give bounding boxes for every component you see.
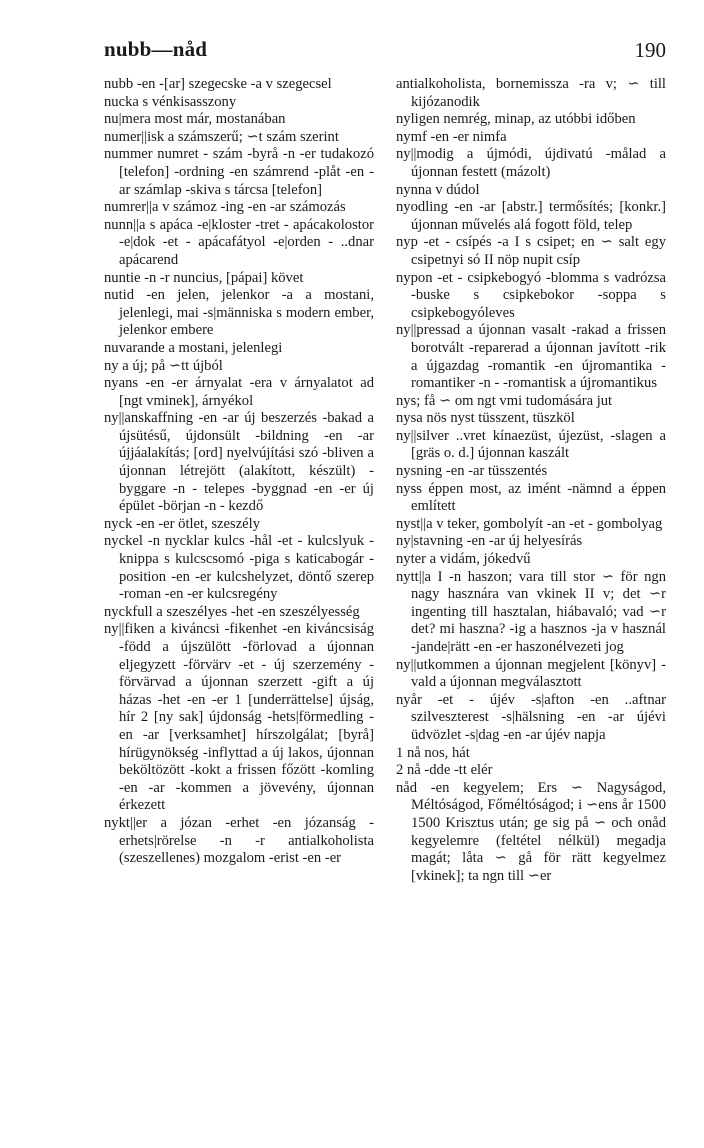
dictionary-entry: ny||modig a újmódi, újdivatú -målad a újonnan festett (mázolt) bbox=[396, 146, 666, 180]
dictionary-entry: nunn||a s apáca -e|kloster -tret - apácakolostor -e|dok -et - apácafátyol -e|orden - ..dnar apácarend bbox=[104, 216, 374, 268]
dictionary-entry: nyter a vidám, jókedvű bbox=[396, 551, 531, 568]
dictionary-entry: nypon -et - csipkebogyó -blomma s vadrózsa -buske s csipkebokor -soppa s csipkebogyóleves bbox=[396, 269, 666, 321]
dictionary-entry: nys; få ∽ om ngt vmi tudomására jut bbox=[396, 392, 613, 409]
dictionary-entry: nåd -en kegyelem; Ers ∽ Nagyságod, Méltóságod, Főméltóságod; i ∽ens år 1500 1500 Krisztus után; ge sig på ∽ och onåd kegyelemre (feltétel nélkül) megadja magát; låta ∽ gå för rätt kegyelmez [vkinek]; ta ngn till ∽er bbox=[396, 779, 666, 884]
dictionary-entry: nubb -en -[ar] szegecske -a v szegecsel bbox=[104, 76, 332, 92]
dictionary-entry: nuntie -n -r nuncius, [pápai] követ bbox=[104, 269, 304, 286]
dictionary-entry: antialkoholista, bornemissza -ra v; ∽ till kijózanodik bbox=[396, 76, 666, 110]
dictionary-entry: nyans -en -er árnyalat -era v árnyalatot ad [ngt vminek], árnyékol bbox=[104, 375, 374, 409]
dictionary-entry: nyss éppen most, az imént -nämnd a éppen említett bbox=[396, 480, 666, 515]
dictionary-entry: ny||fiken a kiváncsi -fikenhet -en kiváncsiság -född a újszülött -förlovad a újonnan eljegyzett -förvärv -et - új szerzemény -förvärvad a újonnan szerzett -gift a új házas -het -en -er 1 [underrättelse] újság, hír 2 [ny sak] újdonság -hets|förmedling -en -ar [verksamhet] hírszolgálat; [byrå] hírügynökség -inflyttad a új lakos, újonnan beköltözött -kokt a frissen főzött -komling -en -ar -kommen a jövevény, újonnan érkezett bbox=[104, 621, 374, 814]
dictionary-entry: nutid -en jelen, jelenkor -a a mostani, jelenlegi, mai -s|människa s modern ember, jelenkor embere bbox=[104, 287, 374, 339]
dictionary-entry: ny a új; på ∽tt újból bbox=[104, 357, 223, 374]
dictionary-entry: nynna v dúdol bbox=[396, 181, 480, 198]
dictionary-entry: 1 nå nos, hát bbox=[396, 744, 470, 761]
dictionary-entry: nucka s vénkisasszony bbox=[104, 93, 237, 110]
dictionary-entry: nyodling -en -ar [abstr.] termősítés; [konkr.] újonnan művelés alá fogott föld, telep bbox=[396, 199, 666, 233]
dictionary-entry: ny||anskaffning -en -ar új beszerzés -bakad a újsütésű, újdonsült -bildning -en -ar újjáalakítás; [ord] nyelvújítási szó -bliven a újonnan létrejött (alakított, készült) -byggare -n - telepes -byggnad -en -er új épület -början -n - kezdő bbox=[104, 410, 374, 515]
dictionary-entry: numer||isk a számszerű; ∽t szám szerint bbox=[104, 128, 339, 145]
dictionary-entry: ny||silver ..vret kínaezüst, újezüst, -slagen a [gräs o. d.] újonnan kaszált bbox=[396, 427, 666, 462]
dictionary-entry: nyligen nemrég, minap, az utóbbi időben bbox=[396, 111, 636, 128]
page-number: 190 bbox=[634, 38, 666, 62]
dictionary-entry: nummer numret - szám -byrå -n -er tudakozó [telefon] -ordning -en számrend -plåt -en -ar számlap -skiva s tárcsa [telefon] bbox=[104, 146, 374, 198]
dictionary-entry: ny||pressad a újonnan vasalt -rakad a frissen borotvált -reparerad a újonnan javított -rik a újgazdag -romantik -en újromantika -romantiker -n - -romantisk a újromantikus bbox=[396, 322, 666, 392]
dictionary-entry: nu|mera most már, mostanában bbox=[104, 111, 286, 128]
dictionary-entry: nyår -et - újév -s|afton -en ..aftnar szilveszterest -s|hälsning -en -ar újévi üdvözlet -s|dag -en -ar újév napja bbox=[396, 691, 666, 743]
dictionary-entry: nyck -en -er ötlet, szeszély bbox=[104, 515, 260, 532]
dictionary-entry: ny|stavning -en -ar új helyesírás bbox=[396, 533, 583, 550]
dictionary-entry: nysning -en -ar tüsszentés bbox=[396, 463, 548, 480]
dictionary-entry: nytt||a I -n haszon; vara till stor ∽ för ngn nagy hasznára van vkinek II v; det ∽r ingenting till hasztalan, hiábavaló; vad ∽r det? mi haszna? -ig a hasznos -ja v használ -jande|rätt -en -er haszonélvezeti jog bbox=[396, 568, 666, 655]
right-column bbox=[396, 76, 666, 885]
left-column bbox=[104, 76, 374, 868]
dictionary-entry: nymf -en -er nimfa bbox=[396, 128, 507, 145]
dictionary-entry: nysa nös nyst tüsszent, tüszköl bbox=[396, 410, 575, 427]
dictionary-entry: nyckfull a szeszélyes -het -en szeszélyesség bbox=[104, 603, 360, 620]
dictionary-entry: nyp -et - csípés -a I s csipet; en ∽ salt egy csipetnyi só II nöp nupit csíp bbox=[396, 234, 666, 268]
dictionary-entry: ny||utkommen a újonnan megjelent [könyv] -vald a újonnan megválasztott bbox=[396, 656, 666, 691]
dictionary-entry: nyst||a v teker, gombolyít -an -et - gombolyag bbox=[396, 515, 663, 532]
dictionary-entry: numrer||a v számoz -ing -en -ar számozás bbox=[104, 199, 346, 216]
dictionary-entry: nykt||er a józan -erhet -en józanság -erhets|rörelse -n -r antialkoholista (szeszellenes) mozgalom -erist -en -er bbox=[104, 814, 374, 867]
dictionary-entry: nuvarande a mostani, jelenlegi bbox=[104, 339, 283, 356]
dictionary-entry: 2 nå -dde -tt elér bbox=[396, 762, 493, 779]
running-head: nubb—nåd bbox=[104, 37, 208, 61]
dictionary-entry: nyckel -n nycklar kulcs -hål -et - kulcslyuk -knippa s kulcscsomó -piga s katicabogár -position -en -er kulcshelyzet, döntő szerep -roman -en -er kulcsregény bbox=[104, 533, 374, 603]
